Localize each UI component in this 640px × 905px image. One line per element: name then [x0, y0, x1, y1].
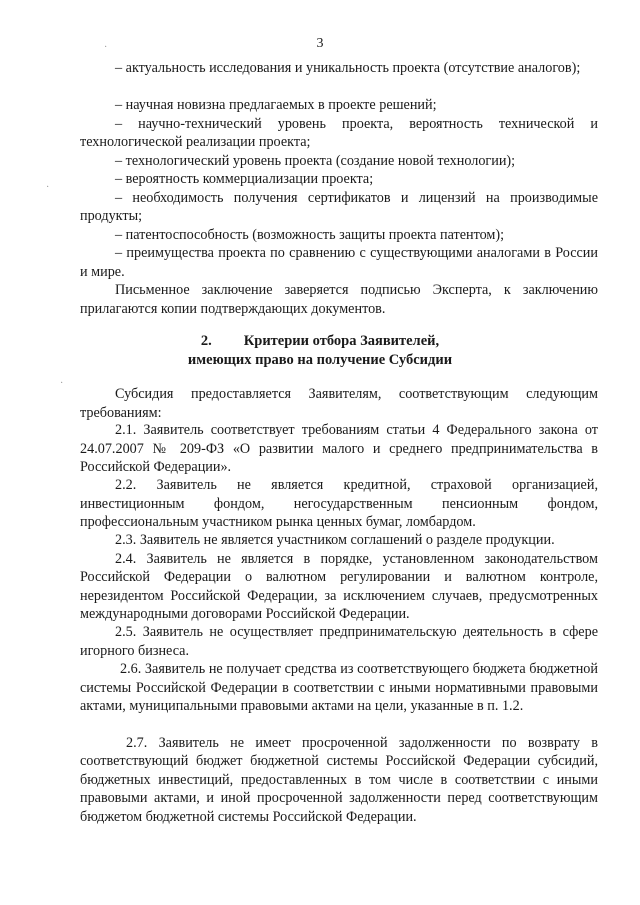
intro-paragraph: Субсидия предоставляется Заявителям, соответствующим следующим требованиям:: [80, 386, 598, 421]
section-heading: [0, 331, 640, 351]
list-item: – вероятность коммерциализации проекта;: [115, 171, 374, 187]
section-title-line1: Критерии отбора Заявителей,: [243, 333, 440, 349]
criterion-2-3: 2.3. Заявитель не является участником соглашений о разделе продукции.: [115, 532, 555, 548]
criterion-2-2: 2.2. Заявитель не является кредитной, страховой организацией, инвестиционным фондом, негосударственным пенсионным фондом, профессиональным участником рынка ценных бумаг, ломбардом.: [80, 477, 598, 530]
section-number: 2.: [200, 333, 212, 349]
page-number: 3: [316, 36, 324, 51]
criterion-2-6: 2.6. Заявитель не получает средства из соответствующего бюджета бюджетной системы Российской Федерации в соответствии с иными нормативными правовыми актами, муниципальными правовыми актами на цели, указанные в п. 1.2.: [80, 661, 598, 714]
list-item: – патентоспособность (возможность защиты проекта патентом);: [115, 226, 505, 243]
list-item: – необходимость получения сертификатов и лицензий на производимые продукты;: [80, 189, 598, 224]
list-item: – технологический уровень проекта (создание новой технологии);: [115, 152, 516, 169]
criterion-2-5: 2.5. Заявитель не осуществляет предпринимательскую деятельность в сфере игорного бизнеса.: [80, 624, 598, 659]
criterion-2-7: 2.7. Заявитель не имеет просроченной задолженности по возврату в соответствующий бюджет бюджетной системы Российской Федерации субсидий, бюджетных инвестиций, предоставленных в том числе в соответствии с иными правовыми актами, и иной просроченной задолженности перед соответствующим бюджетом бюджетной системы Российской Федерации.: [80, 734, 598, 825]
criterion-2-4: 2.4. Заявитель не является в порядке, установленном законодательством Российской Федерации о валютном регулировании и валютном контроле, нерезидентом Российской Федерации, за исключением случаев, предусмотренных международными договорами Российской Федерации.: [80, 550, 598, 622]
list-item: – преимущества проекта по сравнению с существующими аналогами в России и мире.: [80, 245, 598, 280]
list-item: – актуальность исследования и уникальность проекта (отсутствие аналогов);: [115, 60, 581, 76]
criterion-2-1: 2.1. Заявитель соответствует требованиям статьи 4 Федерального закона от 24.07.2007 № 209-ФЗ «О развитии малого и среднего предпринимательства в Российской Федерации».: [80, 422, 598, 475]
closing-paragraph: Письменное заключение заверяется подписью Эксперта, к заключению прилагаются копии подтверждающих документов.: [80, 282, 598, 317]
section-title-line2: имеющих право на получение Субсидии: [187, 352, 453, 368]
scan-speck: ·: [46, 182, 50, 193]
list-item: – научно-технический уровень проекта, вероятность технической и технологической реализации проекта;: [80, 115, 598, 150]
list-item: – научная новизна предлагаемых в проекте решений;: [115, 97, 437, 113]
scan-speck: ·: [60, 378, 64, 389]
scan-speck: ·: [104, 42, 108, 53]
